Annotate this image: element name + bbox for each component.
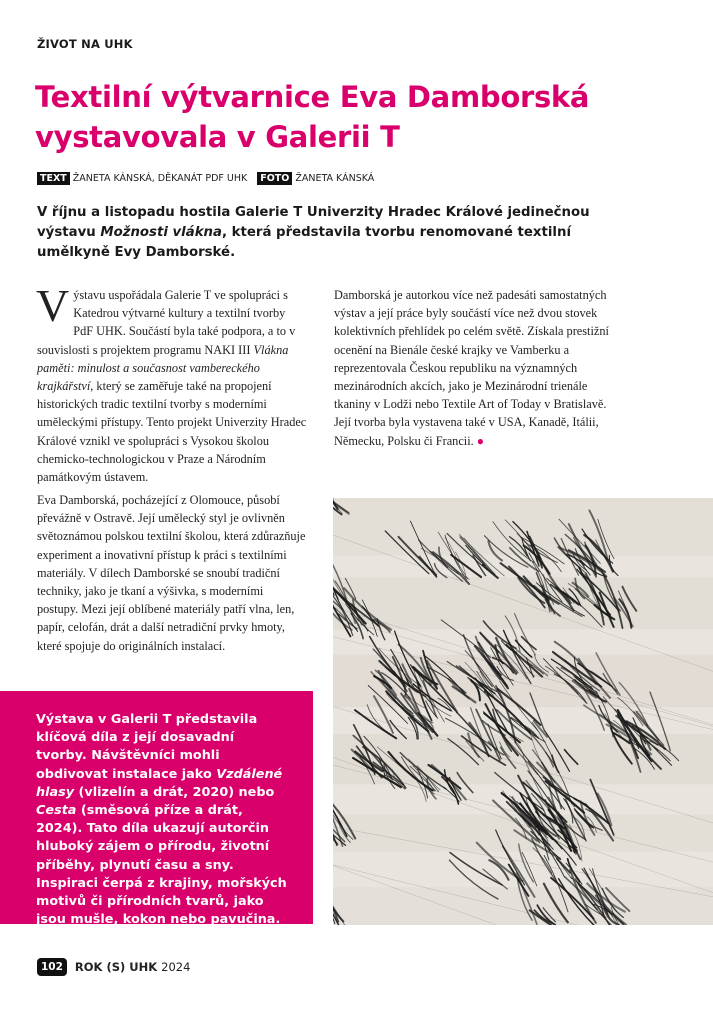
- text-credit-tag: TEXT: [37, 172, 70, 185]
- paragraph-artist: Eva Damborská, pocházející z Olomouce, působí převážně v Ostravě. Její umělecký styl je ovlivněn světoznámou polskou textilní školou, která zdůrazňuje experiment a inovativní přístup k práci s textilními materiály. V dílech Damborské se snoubí tradiční techniky, jako je tkaní a výšivka, s moderními postupy. Mezi její oblíbené materiály patří vlna, len, papír, celofán, drát a další netradiční prvky hmoty, které spojuje do originálních instalací.: [37, 493, 306, 653]
- article-title: Textilní výtvarnice Eva Damborská vystavovala v Galerii T: [35, 80, 590, 154]
- end-mark-icon: ●: [476, 433, 485, 448]
- body-column-1: [36, 280, 307, 486]
- page-footer: [37, 958, 190, 976]
- magazine-name: ROK (S) UHK: [74, 960, 158, 974]
- lead-exhibition-title: Možnosti vlákna: [100, 225, 222, 240]
- page-number: 102: [37, 958, 67, 976]
- work-title-1: Vzdálené hlasy: [36, 766, 283, 800]
- wire-installation-image: [333, 498, 713, 925]
- magazine-year: 2024: [161, 960, 191, 974]
- highlight-box: Výstava v Galerii T představila klíčová díla z její dosavadní tvorby. Návštěvníci mohli obdivovat instalace jako Vzdálené hlasy (vlizelín a drát, 2020) nebo Cesta (směsová příze a drát, 2024). Tato díla ukazují autorčin hluboký zájem o přírodu, životní příběhy, plynutí času a sny. Inspiraci čerpá z krajiny, mořských motivů či přírodních tvarů, jako jsou mušle, kokon nebo pavučina.: [0, 691, 313, 924]
- photo-credit-author: ŽANETA KÁNSKÁ: [295, 173, 375, 184]
- project-title: Vlákna paměti: minulost a současnost vambereckého krajkářství: [37, 342, 289, 394]
- body-column-2: [37, 491, 307, 655]
- article-lead: V říjnu a listopadu hostila Galerie T Univerzity Hradec Králové jedinečnou výstavu Možnosti vlákna, která představila tvorbu renomované textilní umělkyně Evy Damborské.: [37, 205, 590, 260]
- drop-cap: V: [36, 280, 70, 331]
- body-column-3: [334, 286, 614, 450]
- photo-credit-tag: FOTO: [257, 172, 292, 185]
- paragraph-career: Damborská je autorkou více než padesáti samostatných výstav a její práce byly součástí více než dvou stovek kolektivních přehlídek po celém světě. Získala prestižní ocenění na Bienále české krajky ve Vamberku a reprezentovala Českou republiku na významných mezinárodních akcích, jako je Mezinárodní trienále tkaniny v Lodži nebo Textile Art of Today v Bratislavě. Její tvorba byla vystavena také v USA, Kanadě, Itálii, Německu, Polsku či Francii. ●: [334, 288, 609, 448]
- section-label: ŽIVOT NA UHK: [37, 37, 133, 51]
- artwork-photo: [333, 498, 713, 925]
- work-title-2: Cesta: [36, 803, 77, 819]
- credits-line: [37, 172, 374, 185]
- text-credit-author: ŽANETA KÁNSKÁ, DĚKANÁT PDF UHK: [72, 173, 248, 184]
- paragraph-intro: Výstavu uspořádala Galerie T ve spolupráci s Katedrou výtvarné kultury a textilní tvorby PdF UHK. Součástí byla také podpora, a to v souvislosti s projektem programu NAKI III Vlákna paměti: minulost a současnost vambereckého krajkářství, který se zaměřuje také na propojení historických tradic textilní tvorby s moderními uměleckými přístupy. Tento projekt Univerzity Hradec Králové vznikl ve spolupráci s Vysokou školou chemicko-technologickou v Praze a Národním památkovým ústavem.: [36, 280, 307, 485]
